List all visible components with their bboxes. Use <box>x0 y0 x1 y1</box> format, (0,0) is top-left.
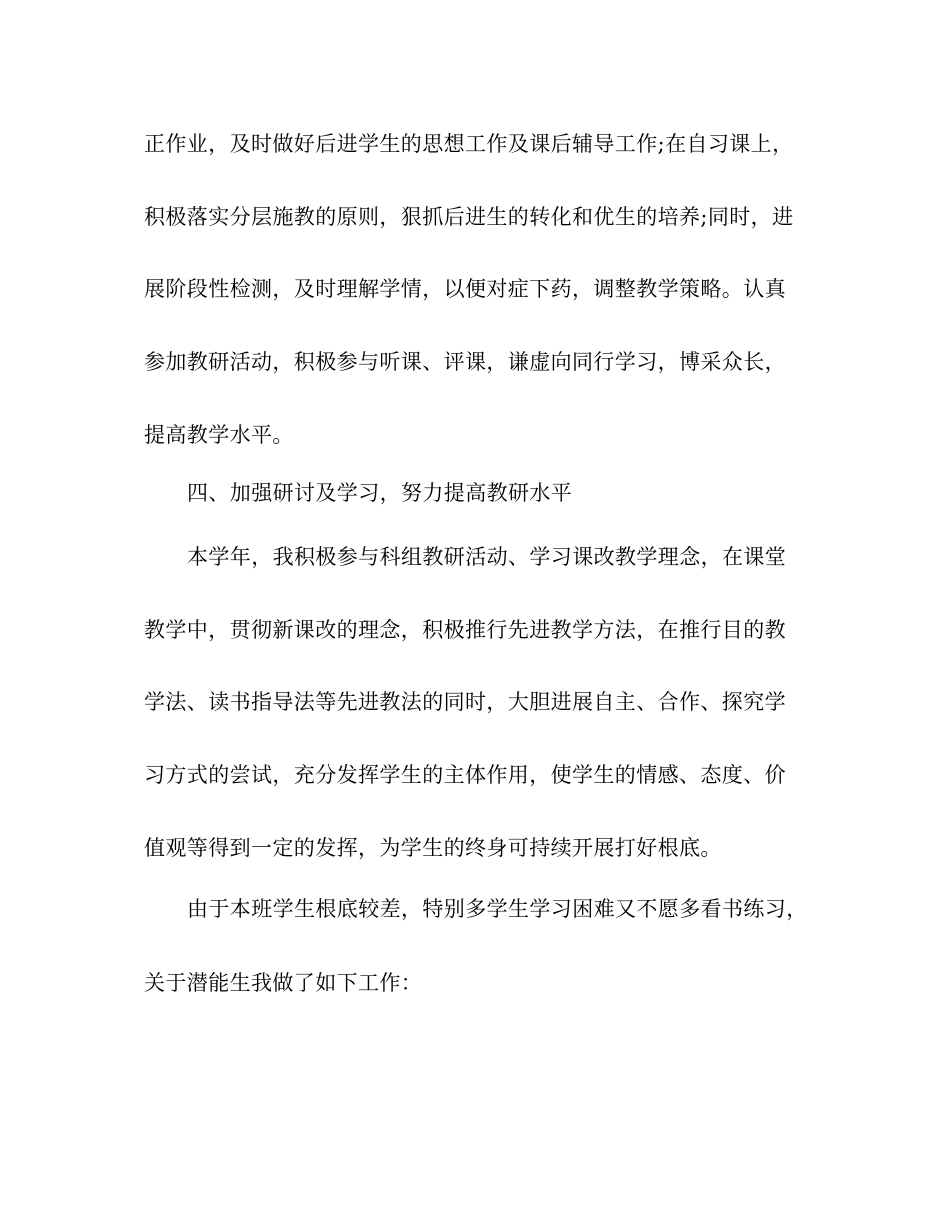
section-heading: 四、加强研讨及学习，努力提高教研水平 <box>187 481 573 505</box>
paragraph-line: 教学中，贯彻新课改的理念，积极推行先进教学方法，在推行目的教 <box>144 618 786 642</box>
paragraph-line: 提高教学水平。 <box>144 423 294 447</box>
paragraph-line: 由于本班学生根底较差，特别多学生学习困难又不愿多看书练习， <box>187 897 808 921</box>
paragraph-line: 展阶段性检测，及时理解学情，以便对症下药，调整教学策略。认真 <box>144 277 786 301</box>
paragraph-line: 积极落实分层施教的原则，狠抓后进生的转化和优生的培养;同时，进 <box>144 205 794 229</box>
paragraph-line: 关于潜能生我做了如下工作： <box>144 971 423 995</box>
paragraph-line: 本学年，我积极参与科组教研活动、学习课改教学理念，在课堂 <box>187 545 787 569</box>
paragraph-line: 值观等得到一定的发挥，为学生的终身可持续开展打好根底。 <box>144 836 722 860</box>
paragraph-line: 习方式的尝试，充分发挥学生的主体作用，使学生的情感、态度、价 <box>144 763 786 787</box>
paragraph-line: 学法、读书指导法等先进教法的同时，大胆进展自主、合作、探究学 <box>144 690 786 714</box>
paragraph-line: 正作业，及时做好后进学生的思想工作及课后辅导工作;在自习课上， <box>144 132 794 156</box>
paragraph-line: 参加教研活动，积极参与听课、评课，谦虚向同行学习，博采众长， <box>144 350 786 374</box>
